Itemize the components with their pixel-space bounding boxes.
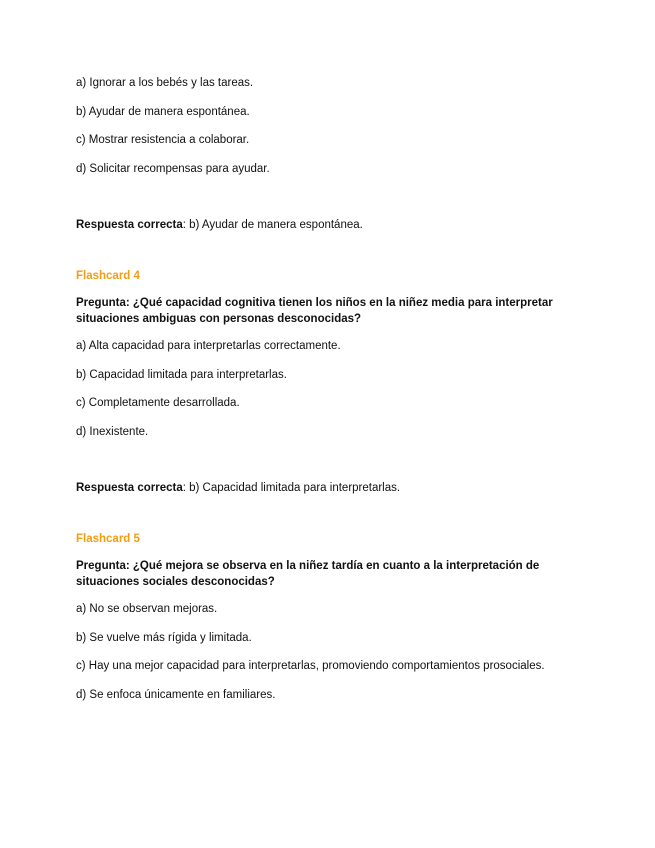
prev-card-answer [76,217,576,234]
option-c: c) Completamente desarrollada. [76,397,240,409]
option-c: c) Hay una mejor capacidad para interpretarlas, promoviendo comportamientos prosociales. [76,660,545,672]
answer-text: : b) Ayudar de manera espontánea. [182,219,363,231]
answer-text: : b) Capacidad limitada para interpretarlas. [182,482,401,494]
option-a: a) Alta capacidad para interpretarlas correctamente. [76,340,341,352]
flashcard-4-options [76,338,576,452]
flashcard-4-question: Pregunta: ¿Qué capacidad cognitiva tienen los niños en la niñez media para interpretar situaciones ambiguas con personas desconocidas? [76,297,553,325]
flashcard-4-title: Flashcard 4 [76,270,140,282]
option-b: b) Se vuelve más rígida y limitada. [76,631,252,644]
option-c: c) Mostrar resistencia a colaborar. [76,134,250,146]
answer-label: Respuesta correcta [76,219,183,231]
prev-card-options [76,75,576,189]
answer-label: Respuesta correcta [76,482,183,494]
option-d: d) Se enfoca únicamente en familiares. [76,688,276,701]
option-a: a) No se observan mejoras. [76,603,218,615]
option-a: a) Ignorar a los bebés y las tareas. [76,77,254,89]
flashcard-5-options [76,601,576,715]
flashcard-5-title: Flashcard 5 [76,533,140,545]
option-d: d) Solicitar recompensas para ayudar. [76,162,270,175]
option-b: b) Ayudar de manera espontánea. [76,105,250,118]
option-b: b) Capacidad limitada para interpretarlas. [76,368,287,381]
option-d: d) Inexistente. [76,425,149,438]
document-page [76,75,576,715]
flashcard-5-question: Pregunta: ¿Qué mejora se observa en la niñez tardía en cuanto a la interpretación de situaciones sociales desconocidas? [76,560,540,588]
flashcard-4-answer [76,480,576,497]
